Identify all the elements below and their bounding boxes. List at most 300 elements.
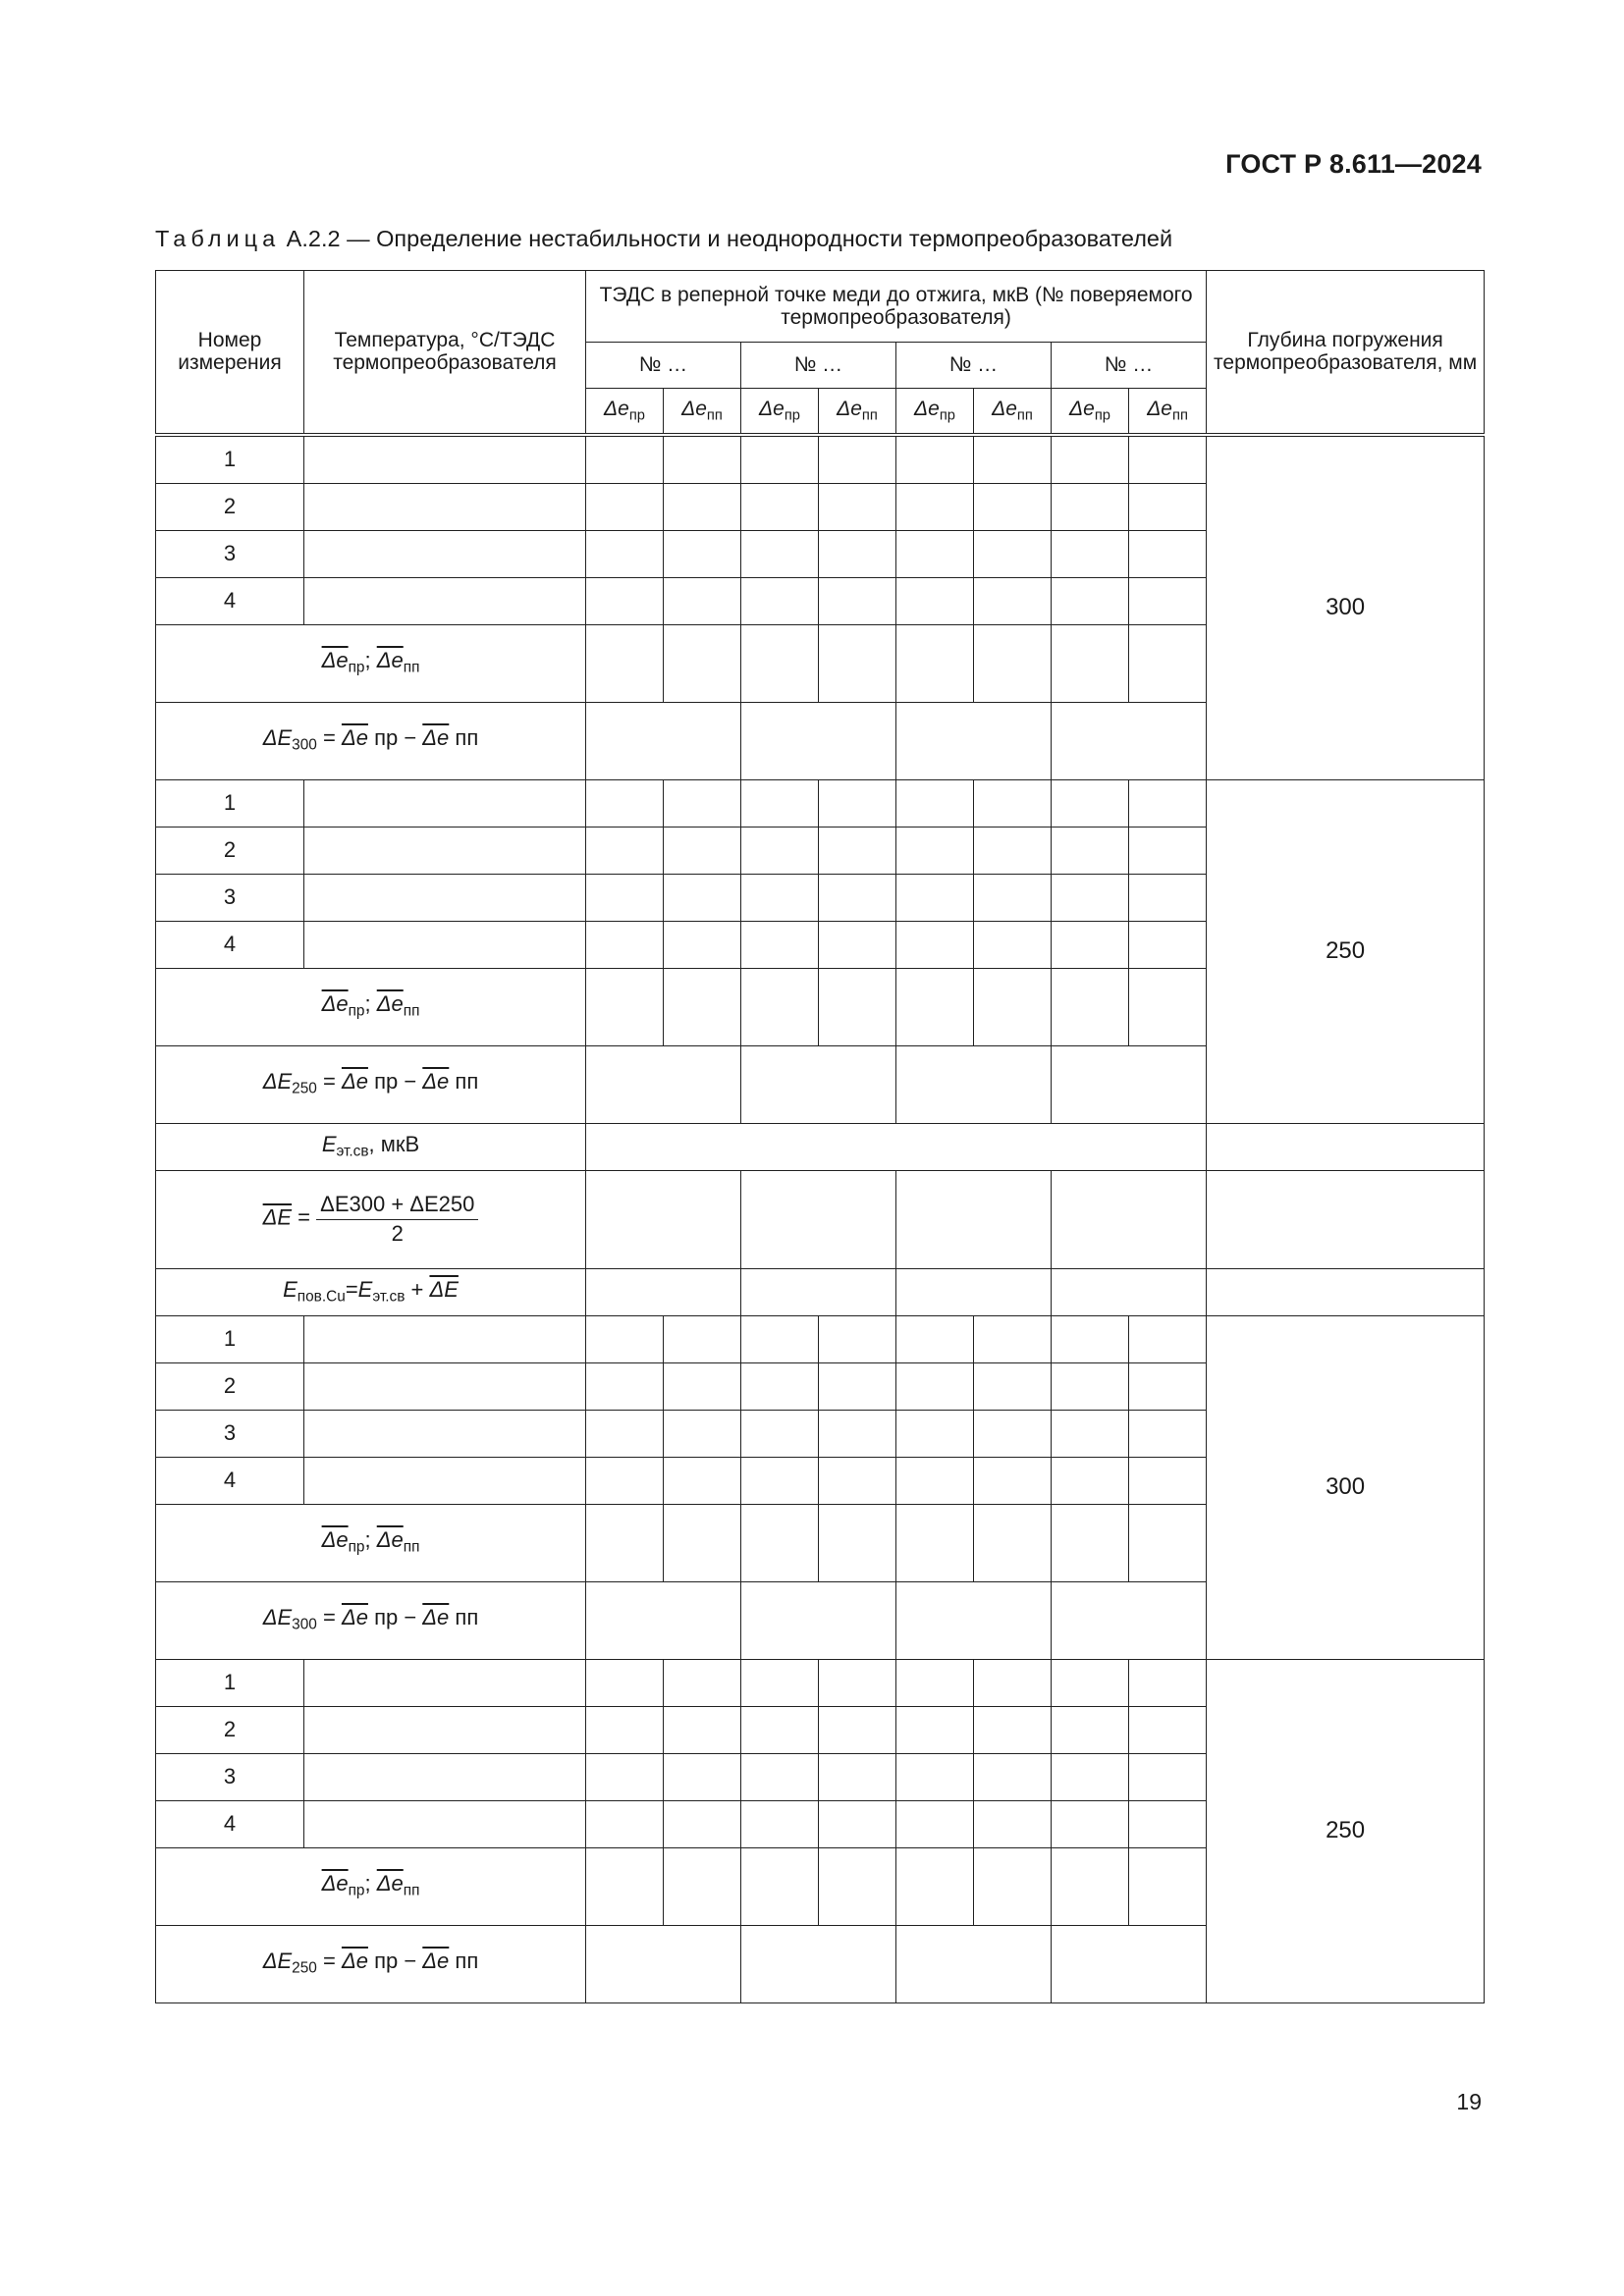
data-cell[interactable] — [1129, 577, 1207, 624]
data-cell[interactable] — [741, 1504, 819, 1581]
measurement-table — [155, 270, 1485, 2003]
data-cell[interactable] — [1129, 1847, 1207, 1925]
data-cell[interactable] — [974, 435, 1052, 484]
data-cell[interactable] — [664, 1659, 741, 1706]
data-cell[interactable] — [664, 1706, 741, 1753]
data-cell[interactable] — [1052, 1410, 1129, 1457]
data-cell[interactable] — [896, 1753, 974, 1800]
data-cell[interactable] — [974, 1659, 1052, 1706]
data-cell[interactable] — [664, 1410, 741, 1457]
data-cell[interactable] — [974, 1410, 1052, 1457]
data-cell[interactable] — [974, 1753, 1052, 1800]
sub-pr: пр — [939, 407, 955, 424]
data-cell[interactable] — [304, 577, 586, 624]
data-cell[interactable] — [896, 1504, 974, 1581]
mean-label — [156, 624, 586, 702]
data-cell[interactable] — [1052, 530, 1129, 577]
data-cell[interactable] — [819, 483, 896, 530]
etalon-sub: эт.св — [372, 1288, 406, 1306]
sub-pr: пр — [1094, 407, 1110, 424]
data-cell[interactable] — [819, 1457, 896, 1504]
mean-de-pr: $\overline{\Delta e}$ — [321, 991, 349, 1017]
data-cell[interactable] — [664, 779, 741, 827]
data-cell[interactable] — [586, 483, 664, 530]
data-cell[interactable] — [1129, 1457, 1207, 1504]
row-number: 2 — [156, 827, 304, 874]
row-number: 4 — [156, 1800, 304, 1847]
sub-pp: пп — [403, 1882, 420, 1899]
mean-label — [156, 1847, 586, 1925]
data-cell[interactable] — [896, 874, 974, 921]
sub-pp: пп — [706, 407, 723, 424]
data-cell[interactable] — [1052, 1170, 1207, 1268]
data-cell[interactable] — [974, 1315, 1052, 1362]
data-cell[interactable] — [974, 968, 1052, 1045]
data-cell[interactable] — [974, 483, 1052, 530]
data-cell[interactable] — [664, 1315, 741, 1362]
data-cell[interactable] — [896, 624, 974, 702]
data-cell[interactable] — [304, 435, 586, 484]
data-cell[interactable] — [304, 874, 586, 921]
data-cell[interactable] — [304, 779, 586, 827]
data-cell[interactable] — [1052, 968, 1129, 1045]
data-cell[interactable] — [974, 1847, 1052, 1925]
data-cell[interactable] — [586, 1268, 741, 1315]
data-cell[interactable] — [1129, 1362, 1207, 1410]
data-cell[interactable] — [1129, 1315, 1207, 1362]
data-cell[interactable] — [1207, 1123, 1485, 1170]
data-cell[interactable] — [586, 874, 664, 921]
data-cell[interactable] — [1052, 1045, 1207, 1123]
data-cell[interactable] — [1052, 1753, 1129, 1800]
data-cell[interactable] — [896, 702, 1052, 779]
page-number: 19 — [1456, 2089, 1482, 2114]
data-cell[interactable] — [1052, 483, 1129, 530]
de-symbol: Δe — [914, 397, 940, 420]
data-cell[interactable] — [896, 1410, 974, 1457]
data-cell[interactable] — [1052, 702, 1207, 779]
data-cell[interactable] — [819, 530, 896, 577]
unit: , мкВ — [368, 1131, 420, 1156]
thermo-number-3: № … — [896, 343, 1052, 389]
data-cell[interactable] — [664, 921, 741, 968]
data-cell[interactable] — [896, 1659, 974, 1706]
data-cell[interactable] — [741, 435, 819, 484]
data-cell[interactable] — [896, 1045, 1052, 1123]
data-cell[interactable] — [896, 921, 974, 968]
delta-E: ΔE — [262, 1605, 293, 1630]
data-cell[interactable] — [1052, 779, 1129, 827]
row-number: 4 — [156, 921, 304, 968]
data-cell[interactable] — [664, 483, 741, 530]
data-cell[interactable] — [586, 1504, 664, 1581]
data-cell[interactable] — [1129, 1410, 1207, 1457]
sub-pr: пр — [784, 407, 800, 424]
data-cell[interactable] — [664, 530, 741, 577]
data-cell[interactable] — [896, 779, 974, 827]
mean-de-pp: $\overline{\Delta e}$ — [422, 1949, 450, 1974]
data-cell[interactable] — [586, 1581, 741, 1659]
data-cell[interactable] — [586, 624, 664, 702]
data-cell[interactable] — [741, 1410, 819, 1457]
data-cell[interactable] — [1052, 624, 1129, 702]
data-cell[interactable] — [896, 435, 974, 484]
separator: ; — [364, 1871, 377, 1896]
sub-pr: пр — [348, 1882, 365, 1899]
data-cell[interactable] — [1052, 1659, 1129, 1706]
data-cell[interactable] — [974, 577, 1052, 624]
data-cell[interactable] — [819, 779, 896, 827]
data-cell[interactable] — [586, 577, 664, 624]
data-cell[interactable] — [741, 1315, 819, 1362]
data-cell[interactable] — [586, 1045, 741, 1123]
data-cell[interactable] — [1129, 921, 1207, 968]
data-cell[interactable] — [896, 483, 974, 530]
delta-e-formula — [156, 1581, 586, 1659]
data-cell[interactable] — [664, 577, 741, 624]
data-cell[interactable] — [819, 1504, 896, 1581]
data-cell[interactable] — [1129, 1800, 1207, 1847]
data-cell[interactable] — [1129, 874, 1207, 921]
data-cell[interactable] — [741, 1170, 896, 1268]
data-cell[interactable] — [741, 1268, 896, 1315]
data-cell[interactable] — [741, 624, 819, 702]
data-cell[interactable] — [586, 1457, 664, 1504]
data-cell[interactable] — [586, 1753, 664, 1800]
de-symbol: Δe — [681, 397, 707, 420]
data-cell[interactable] — [664, 1753, 741, 1800]
data-cell[interactable] — [741, 1753, 819, 1800]
header-de-pp — [974, 389, 1052, 435]
data-cell[interactable] — [974, 874, 1052, 921]
delta-E-sub: 250 — [292, 1080, 317, 1097]
equals: = — [345, 1276, 358, 1302]
data-cell[interactable] — [974, 1800, 1052, 1847]
data-cell[interactable] — [1052, 1847, 1129, 1925]
data-cell[interactable] — [741, 1847, 819, 1925]
data-cell[interactable] — [974, 1457, 1052, 1504]
data-cell[interactable] — [819, 1753, 896, 1800]
header-de-pp — [1129, 389, 1207, 435]
row-number: 1 — [156, 1315, 304, 1362]
data-cell[interactable] — [304, 1753, 586, 1800]
data-cell[interactable] — [304, 1800, 586, 1847]
data-cell[interactable] — [819, 1410, 896, 1457]
data-cell[interactable] — [896, 1847, 974, 1925]
data-cell[interactable] — [974, 779, 1052, 827]
header-de-pr — [1052, 389, 1129, 435]
mean-label — [156, 968, 586, 1045]
data-cell[interactable] — [1052, 1925, 1207, 2002]
data-cell[interactable] — [974, 1504, 1052, 1581]
data-cell[interactable] — [304, 827, 586, 874]
data-cell[interactable] — [974, 827, 1052, 874]
equals: = — [316, 1605, 342, 1630]
delta-E-sub: 300 — [292, 1616, 317, 1633]
data-cell[interactable] — [586, 1170, 741, 1268]
data-cell[interactable] — [304, 1362, 586, 1410]
data-cell[interactable] — [1052, 921, 1129, 968]
data-cell[interactable] — [741, 1045, 896, 1123]
data-cell[interactable] — [819, 921, 896, 968]
delta-e-formula — [156, 1925, 586, 2002]
data-cell[interactable] — [741, 1362, 819, 1410]
caption-label: Таблица — [155, 226, 281, 251]
data-cell[interactable] — [586, 1410, 664, 1457]
delta-E: ΔE — [262, 725, 293, 751]
data-cell[interactable] — [741, 1925, 896, 2002]
data-cell[interactable] — [1207, 1170, 1485, 1268]
de-symbol: Δe — [992, 397, 1017, 420]
data-cell[interactable] — [741, 874, 819, 921]
data-cell[interactable] — [586, 1925, 741, 2002]
data-cell[interactable] — [664, 968, 741, 1045]
mean-de-pp: $\overline{\Delta e}$ — [376, 648, 404, 673]
row-number: 3 — [156, 1753, 304, 1800]
data-cell[interactable] — [1129, 1659, 1207, 1706]
data-cell[interactable] — [896, 1362, 974, 1410]
data-cell[interactable] — [741, 702, 896, 779]
data-cell[interactable] — [819, 1706, 896, 1753]
document-id: ГОСТ Р 8.611—2024 — [1225, 149, 1482, 179]
data-cell[interactable] — [304, 483, 586, 530]
data-cell[interactable] — [819, 1659, 896, 1706]
plus: + — [405, 1276, 430, 1302]
data-cell[interactable] — [741, 1706, 819, 1753]
data-cell[interactable] — [586, 968, 664, 1045]
row-number: 1 — [156, 435, 304, 484]
sub-pr-inline: пр — [374, 1069, 399, 1095]
mean-de-pr: $\overline{\Delta e}$ — [341, 725, 368, 751]
data-cell[interactable] — [819, 577, 896, 624]
data-cell[interactable] — [819, 1800, 896, 1847]
delta-E: ΔE — [262, 1949, 293, 1974]
data-cell[interactable] — [664, 624, 741, 702]
sub-pr: пр — [348, 1002, 365, 1020]
minus: − — [398, 1069, 423, 1095]
sub-pp-inline: пп — [455, 1605, 479, 1630]
data-cell[interactable] — [586, 921, 664, 968]
data-cell[interactable] — [304, 1315, 586, 1362]
sub-pp: пп — [403, 659, 420, 676]
equals: = — [316, 1069, 342, 1095]
data-cell[interactable] — [741, 1457, 819, 1504]
data-cell[interactable] — [586, 530, 664, 577]
data-cell[interactable] — [304, 1706, 586, 1753]
data-cell[interactable] — [819, 435, 896, 484]
row-number: 1 — [156, 1659, 304, 1706]
sub-pr-inline: пр — [374, 1949, 399, 1974]
mean-de-pp: $\overline{\Delta e}$ — [376, 1871, 404, 1896]
e-etalon-label — [156, 1123, 586, 1170]
data-cell[interactable] — [819, 1362, 896, 1410]
mean-de-pr: $\overline{\Delta e}$ — [341, 1069, 368, 1095]
data-cell[interactable] — [741, 968, 819, 1045]
data-cell[interactable] — [586, 1800, 664, 1847]
data-cell[interactable] — [896, 1268, 1052, 1315]
data-cell[interactable] — [304, 530, 586, 577]
sub-pp-inline: пп — [455, 725, 479, 751]
mean-de-pp: $\overline{\Delta e}$ — [422, 725, 450, 751]
data-cell[interactable] — [1129, 827, 1207, 874]
data-cell[interactable] — [586, 1362, 664, 1410]
thermo-number-4: № … — [1052, 343, 1207, 389]
data-cell[interactable] — [1052, 1362, 1129, 1410]
mean-de-pp: $\overline{\Delta e}$ — [376, 1527, 404, 1553]
data-cell[interactable] — [1052, 1457, 1129, 1504]
data-cell[interactable] — [1052, 577, 1129, 624]
data-cell[interactable] — [1052, 1504, 1129, 1581]
data-cell[interactable] — [819, 624, 896, 702]
sub-pr: пр — [348, 1538, 365, 1556]
data-cell[interactable] — [586, 1659, 664, 1706]
E-symbol: E — [357, 1276, 373, 1302]
data-cell[interactable] — [1129, 968, 1207, 1045]
row-number: 1 — [156, 779, 304, 827]
de-symbol: Δe — [759, 397, 785, 420]
data-cell[interactable] — [664, 1504, 741, 1581]
data-cell[interactable] — [1052, 827, 1129, 874]
data-cell[interactable] — [1052, 1706, 1129, 1753]
data-cell[interactable] — [741, 779, 819, 827]
data-cell[interactable] — [896, 1457, 974, 1504]
mean-de-pr: $\overline{\Delta e}$ — [341, 1949, 368, 1974]
data-cell[interactable] — [586, 702, 741, 779]
data-cell[interactable] — [1129, 483, 1207, 530]
data-cell[interactable] — [896, 1170, 1052, 1268]
de-symbol: Δe — [1147, 397, 1172, 420]
data-cell[interactable] — [741, 921, 819, 968]
data-cell[interactable] — [741, 530, 819, 577]
data-cell[interactable] — [819, 968, 896, 1045]
row-number: 2 — [156, 1706, 304, 1753]
data-cell[interactable] — [741, 1659, 819, 1706]
data-cell[interactable] — [1129, 1504, 1207, 1581]
data-cell[interactable] — [896, 1925, 1052, 2002]
data-cell[interactable] — [1052, 1268, 1207, 1315]
data-cell[interactable] — [896, 530, 974, 577]
data-cell[interactable] — [1129, 1753, 1207, 1800]
mean-delta-E: $\overline{\Delta E}$ — [429, 1276, 459, 1302]
data-cell[interactable] — [896, 1315, 974, 1362]
data-cell[interactable] — [896, 827, 974, 874]
data-cell[interactable] — [741, 1581, 896, 1659]
data-cell[interactable] — [896, 1800, 974, 1847]
data-cell[interactable] — [819, 827, 896, 874]
etalon-sub: эт.св — [336, 1143, 369, 1160]
data-cell[interactable] — [896, 1581, 1052, 1659]
depth-value: 250 — [1207, 1659, 1485, 2002]
data-cell[interactable] — [974, 1706, 1052, 1753]
data-cell[interactable] — [586, 779, 664, 827]
data-cell[interactable] — [664, 874, 741, 921]
data-cell[interactable] — [664, 827, 741, 874]
data-cell[interactable] — [1207, 1268, 1485, 1315]
data-cell[interactable] — [896, 968, 974, 1045]
data-cell[interactable] — [1129, 779, 1207, 827]
data-cell[interactable] — [1129, 530, 1207, 577]
header-de-pp — [819, 389, 896, 435]
mean-de-pp: $\overline{\Delta e}$ — [376, 991, 404, 1017]
depth-value: 300 — [1207, 435, 1485, 780]
data-cell[interactable] — [741, 483, 819, 530]
sub-pp: пп — [403, 1538, 420, 1556]
mean-de-pr: $\overline{\Delta e}$ — [341, 1605, 368, 1630]
thermo-number-2: № … — [741, 343, 896, 389]
sub-pp: пп — [1171, 407, 1188, 424]
depth-value: 250 — [1207, 779, 1485, 1123]
data-cell[interactable] — [586, 435, 664, 484]
data-cell[interactable] — [304, 921, 586, 968]
data-cell[interactable] — [586, 1315, 664, 1362]
data-cell[interactable] — [1129, 435, 1207, 484]
minus: − — [398, 725, 423, 751]
mean-de-pr: $\overline{\Delta e}$ — [321, 1871, 349, 1896]
data-cell[interactable] — [586, 827, 664, 874]
data-cell[interactable] — [664, 1800, 741, 1847]
data-cell[interactable] — [664, 1362, 741, 1410]
data-cell[interactable] — [1052, 1581, 1207, 1659]
data-cell[interactable] — [741, 577, 819, 624]
data-cell[interactable] — [304, 1659, 586, 1706]
data-cell[interactable] — [664, 435, 741, 484]
data-cell[interactable] — [586, 1847, 664, 1925]
data-cell[interactable] — [1129, 1706, 1207, 1753]
data-cell[interactable] — [304, 1410, 586, 1457]
mean-delta-E: $\overline{\Delta E}$ — [262, 1204, 293, 1230]
data-cell[interactable] — [896, 1706, 974, 1753]
data-cell[interactable] — [974, 624, 1052, 702]
data-cell[interactable] — [1052, 874, 1129, 921]
data-cell[interactable] — [741, 1800, 819, 1847]
data-cell[interactable] — [741, 827, 819, 874]
mean-de-pr: $\overline{\Delta e}$ — [321, 1527, 349, 1553]
data-cell[interactable] — [819, 1847, 896, 1925]
separator: ; — [364, 1527, 377, 1553]
data-cell[interactable] — [1052, 435, 1129, 484]
separator: ; — [364, 991, 377, 1017]
fraction-numerator: ΔE300 + ΔE250 — [316, 1193, 478, 1219]
data-cell[interactable] — [664, 1847, 741, 1925]
header-de-pp — [664, 389, 741, 435]
data-cell[interactable] — [896, 577, 974, 624]
data-cell[interactable] — [304, 1457, 586, 1504]
data-cell[interactable] — [664, 1457, 741, 1504]
mean-label — [156, 1504, 586, 1581]
data-cell[interactable] — [1052, 1315, 1129, 1362]
depth-value: 300 — [1207, 1315, 1485, 1659]
delta-e-formula — [156, 1045, 586, 1123]
mean-de-pp: $\overline{\Delta e}$ — [422, 1069, 450, 1095]
sub-pr: пр — [628, 407, 645, 424]
de-symbol: Δe — [837, 397, 862, 420]
data-cell[interactable] — [1129, 624, 1207, 702]
delta-E-sub: 300 — [292, 736, 317, 754]
data-cell[interactable] — [586, 1706, 664, 1753]
data-cell[interactable] — [1052, 1800, 1129, 1847]
data-cell[interactable] — [819, 1315, 896, 1362]
sub-pp-inline: пп — [455, 1069, 479, 1095]
data-cell[interactable] — [586, 1123, 1207, 1170]
data-cell[interactable] — [819, 874, 896, 921]
data-cell[interactable] — [974, 530, 1052, 577]
equals: = — [292, 1204, 317, 1230]
minus: − — [398, 1949, 423, 1974]
data-cell[interactable] — [974, 1362, 1052, 1410]
data-cell[interactable] — [974, 921, 1052, 968]
mean-de-pr: $\overline{\Delta e}$ — [321, 648, 349, 673]
delta-E-sub: 250 — [292, 1959, 317, 1977]
